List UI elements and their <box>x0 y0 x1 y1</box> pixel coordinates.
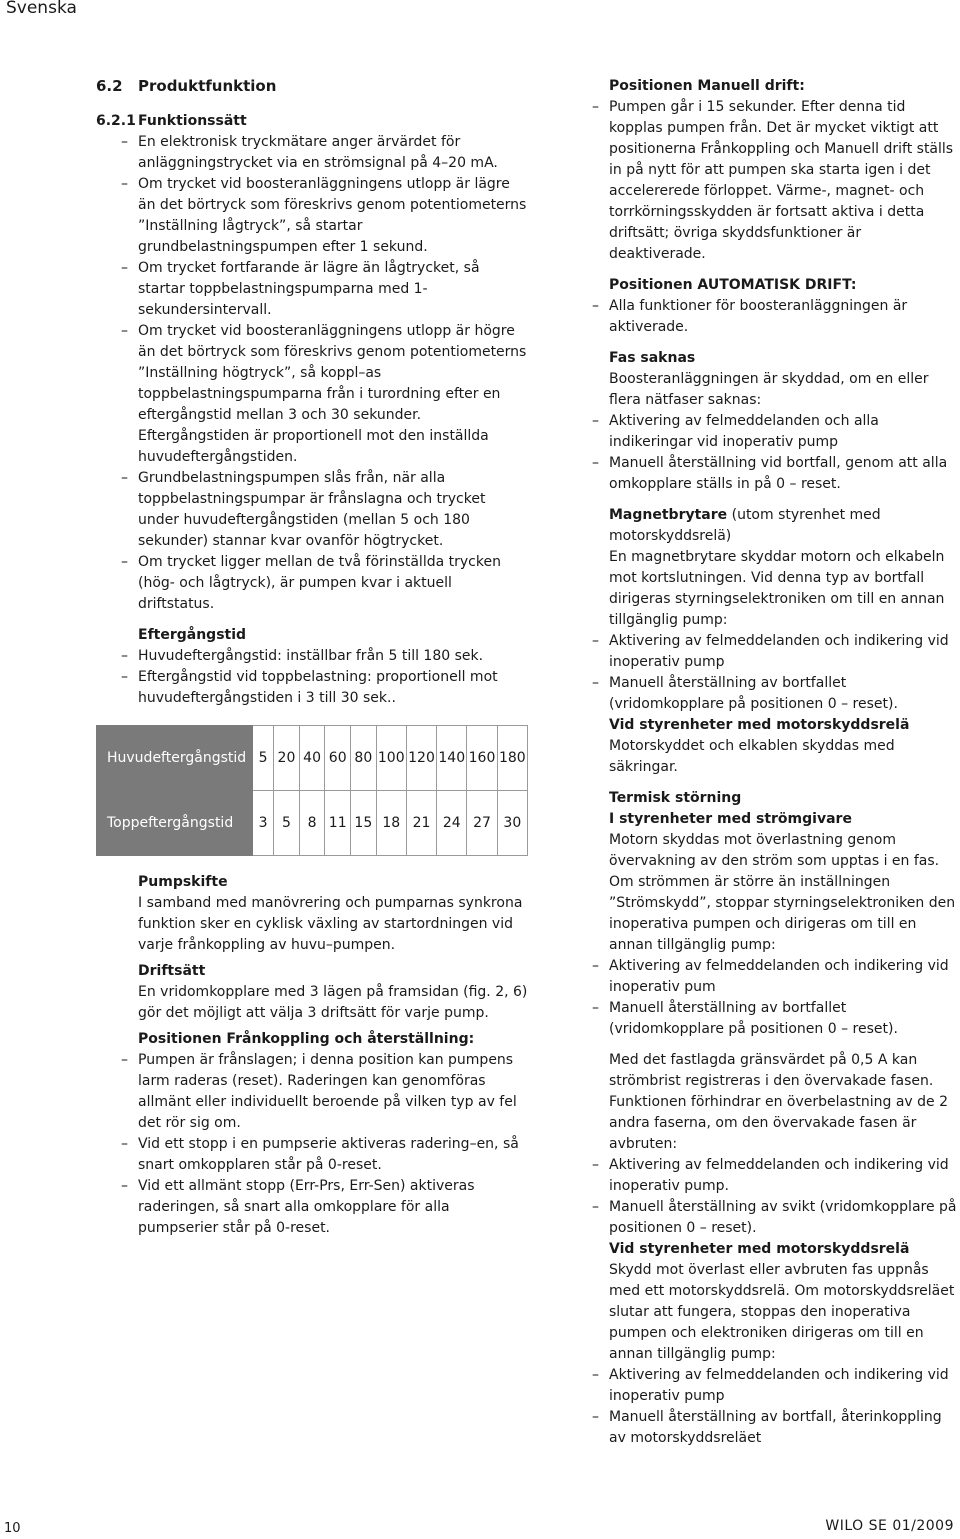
list-item: – Vid ett stopp i en pumpserie aktiveras radering–en, så snart omkopplaren står på 0-reset. <box>121 1134 528 1176</box>
row-label-huvud: Huvudeftergångstid <box>97 726 253 791</box>
list-item: – En elektronisk tryckmätare anger ärvärdet för anläggningstrycket via en strömsignal på 4–20 mA. <box>121 132 528 174</box>
table-cell: 8 <box>299 791 325 856</box>
fast-text: Med det fastlagda gränsvärdet på 0,5 A kan strömbrist registreras i den övervakade fasen. Funktionen förhindrar en överbelastning av de 2 andra faserna, om den övervakade fasen är avbruten: <box>609 1052 949 1152</box>
table-cell: 120 <box>406 726 436 791</box>
motor2-bullets <box>592 1365 958 1449</box>
list-item: – Manuell återställning av svikt (vridomkopplare på positionen 0 – reset). <box>592 1197 958 1239</box>
list-item: – Alla funktioner för boosteranläggningen är aktiverade. <box>592 296 958 338</box>
table-cell: 20 <box>274 726 300 791</box>
section-heading: 6.2 Produktfunktion <box>96 77 277 95</box>
list-item: – Om trycket fortfarande är lägre än lågtrycket, så startar toppbelastningspumparna med 1-sekundersintervall. <box>121 258 528 321</box>
table-cell: 3 <box>253 791 274 856</box>
stromgivare-heading: I styrenheter med strömgivare <box>609 811 852 827</box>
table-row <box>97 726 528 791</box>
table-cell: 21 <box>406 791 436 856</box>
list-item: – Huvudeftergångstid: inställbar från 5 till 180 sek. <box>121 646 528 667</box>
right-column <box>592 76 958 1449</box>
manuell-heading: Positionen Manuell drift: <box>609 78 805 94</box>
motor1-text: Motorskyddet och elkablen skyddas med säkringar. <box>609 738 895 775</box>
auto-bullets <box>592 296 958 338</box>
list-item: – Pumpen är frånslagen; i denna position kan pumpens larm raderas (reset). Raderingen kan genomföras allmänt eller individuellt beroende på vilken typ av fel det rör sig om. <box>121 1050 528 1134</box>
fas-heading: Fas saknas <box>609 350 696 366</box>
table-row <box>97 791 528 856</box>
table-cell: 11 <box>325 791 351 856</box>
table-cell: 160 <box>467 726 497 791</box>
magnet-heading: Magnetbrytare (utom styrenhet med motorskyddsrelä) <box>609 507 881 544</box>
list-item: – Om trycket vid boosteranläggningens utlopp är lägre än det börtryck som föreskrivs genom potentiometerns ”Inställning lågtryck”, så startar grundbelastningspumpen efter 1 sekund. <box>121 174 528 258</box>
termisk-heading: Termisk störning <box>609 790 742 806</box>
frankoppling-heading: Positionen Frånkoppling och återställning: <box>138 1031 475 1047</box>
footer-source: WILO SE 01/2009 <box>825 1518 954 1534</box>
table-cell: 15 <box>351 791 377 856</box>
list-item: – Aktivering av felmeddelanden och indikering vid inoperativ pump. <box>592 1155 958 1197</box>
list-item: – Eftergångstid vid toppbelastning: proportionell mot huvudeftergångstiden i 3 till 30 sek.. <box>121 667 528 709</box>
table-cell: 24 <box>437 791 467 856</box>
table-cell: 5 <box>253 726 274 791</box>
pumpskifte-heading: Pumpskifte <box>138 874 228 890</box>
list-item: – Aktivering av felmeddelanden och indikering vid inoperativ pum <box>592 956 958 998</box>
list-item: – Aktivering av felmeddelanden och indikering vid inoperativ pump <box>592 631 958 673</box>
strom-bullets <box>592 956 958 1040</box>
list-item: – Aktivering av felmeddelanden och alla indikeringar vid inoperativ pump <box>592 411 958 453</box>
auto-heading: Positionen AUTOMATISK DRIFT: <box>609 277 857 293</box>
eftergang-heading: Eftergångstid <box>138 627 247 643</box>
manuell-bullets <box>592 97 958 265</box>
left-column <box>96 76 528 1239</box>
list-item: – Manuell återställning av bortfallet (vridomkopplare på positionen 0 – reset). <box>592 673 958 715</box>
list-item: – Om trycket vid boosteranläggningens utlopp är högre än det börtryck som föreskrivs genom potentiometerns ”Inställning högtryck”, så koppl–as toppbelastningspumparna från i turordning efter en eftergångstid mellan 3 och 30 sekunder. Eftergångstiden är proportionell mot den inställda huvudeftergångstiden. <box>121 321 528 468</box>
magnet-text: En magnetbrytare skyddar motorn och elkabeln mot kortslutningen. Vid denna typ av bortfall dirigeras styrningselektroniken om till en annan tillgänglig pump: <box>609 549 945 628</box>
table-cell: 40 <box>299 726 325 791</box>
function-bullets <box>96 132 528 615</box>
subsection-heading: 6.2.1 Funktionssätt <box>96 113 247 129</box>
table-cell: 18 <box>376 791 406 856</box>
pumpskifte-text: I samband med manövrering och pumparnas synkrona funktion sker en cyklisk växling av startordningen vid varje frånkoppling av huvu–pumpen. <box>138 895 523 953</box>
table-cell: 180 <box>497 726 527 791</box>
list-item: – Aktivering av felmeddelanden och indikering vid inoperativ pump <box>592 1365 958 1407</box>
stromgivare-text: Motorn skyddas mot överlastning genom övervakning av den ström som upptas i en fas. Om strömmen är större än inställningen ”Strömskydd”, stoppar styrningselektroniken den inoperativa pumpen och dirigeras om till en annan tillgänglig pump: <box>609 832 956 953</box>
list-item: – Manuell återställning vid bortfall, genom att alla omkopplare ställs in på 0 – reset. <box>592 453 958 495</box>
fas-text: Boosteranläggningen är skyddad, om en eller flera nätfaser saknas: <box>609 371 929 408</box>
fast-bullets <box>592 1155 958 1239</box>
list-item: – Manuell återställning av bortfall, återinkoppling av motorskyddsreläet <box>592 1407 958 1449</box>
driftsatt-heading: Driftsätt <box>138 963 206 979</box>
driftsatt-text: En vridomkopplare med 3 lägen på framsidan (fig. 2, 6) gör det möjligt att välja 3 driftsätt för varje pump. <box>138 984 528 1021</box>
row-label-topp: Toppeftergångstid <box>97 791 253 856</box>
list-item: – Vid ett allmänt stopp (Err-Prs, Err-Sen) aktiveras raderingen, så snart alla omkopplare för alla pumpserier står på 0-reset. <box>121 1176 528 1239</box>
table-cell: 27 <box>467 791 497 856</box>
magnet-bullets <box>592 631 958 715</box>
table-cell: 80 <box>351 726 377 791</box>
table-cell: 30 <box>497 791 527 856</box>
motor2-text: Skydd mot överlast eller avbruten fas uppnås med ett motorskyddsrelä. Om motorskyddsreläet slutar att fungera, stoppas den inoperativa pumpen och elektroniken dirigeras om till en annan tillgänglig pump: <box>609 1262 955 1362</box>
fas-bullets <box>592 411 958 495</box>
table-cell: 60 <box>325 726 351 791</box>
table-cell: 5 <box>274 791 300 856</box>
motor2-heading: Vid styrenheter med motorskyddsrelä <box>609 1241 910 1257</box>
frankoppling-bullets <box>96 1050 528 1239</box>
language-header: Svenska <box>6 0 77 18</box>
list-item: – Om trycket ligger mellan de två förinställda trycken (hög- och lågtryck), är pumpen kvar i aktuell driftstatus. <box>121 552 528 615</box>
eftergang-bullets <box>96 646 528 709</box>
eftergang-table <box>96 725 528 856</box>
motor1-heading: Vid styrenheter med motorskyddsrelä <box>609 717 910 733</box>
table-cell: 140 <box>437 726 467 791</box>
table-cell: 100 <box>376 726 406 791</box>
list-item: – Manuell återställning av bortfallet (vridomkopplare på positionen 0 – reset). <box>592 998 958 1040</box>
list-item: – Grundbelastningspumpen slås från, när alla toppbelastningspumpar är frånslagna och trycket under huvudeftergångstiden (mellan 5 och 180 sekunder) stannar kvar ovanför högtrycket. <box>121 468 528 552</box>
list-item: – Pumpen går i 15 sekunder. Efter denna tid kopplas pumpen från. Det är mycket viktigt att positionerna Frånkoppling och Manuell drift ställs in på nytt för att pumpen ska starta igen i det accelererede förloppet. Värme-, magnet- och torrkörningsskydden är fortsatt aktiva i detta driftsätt; övriga skyddsfunktioner är deaktiverade. <box>592 97 958 265</box>
page-number: 10 <box>4 1521 21 1536</box>
